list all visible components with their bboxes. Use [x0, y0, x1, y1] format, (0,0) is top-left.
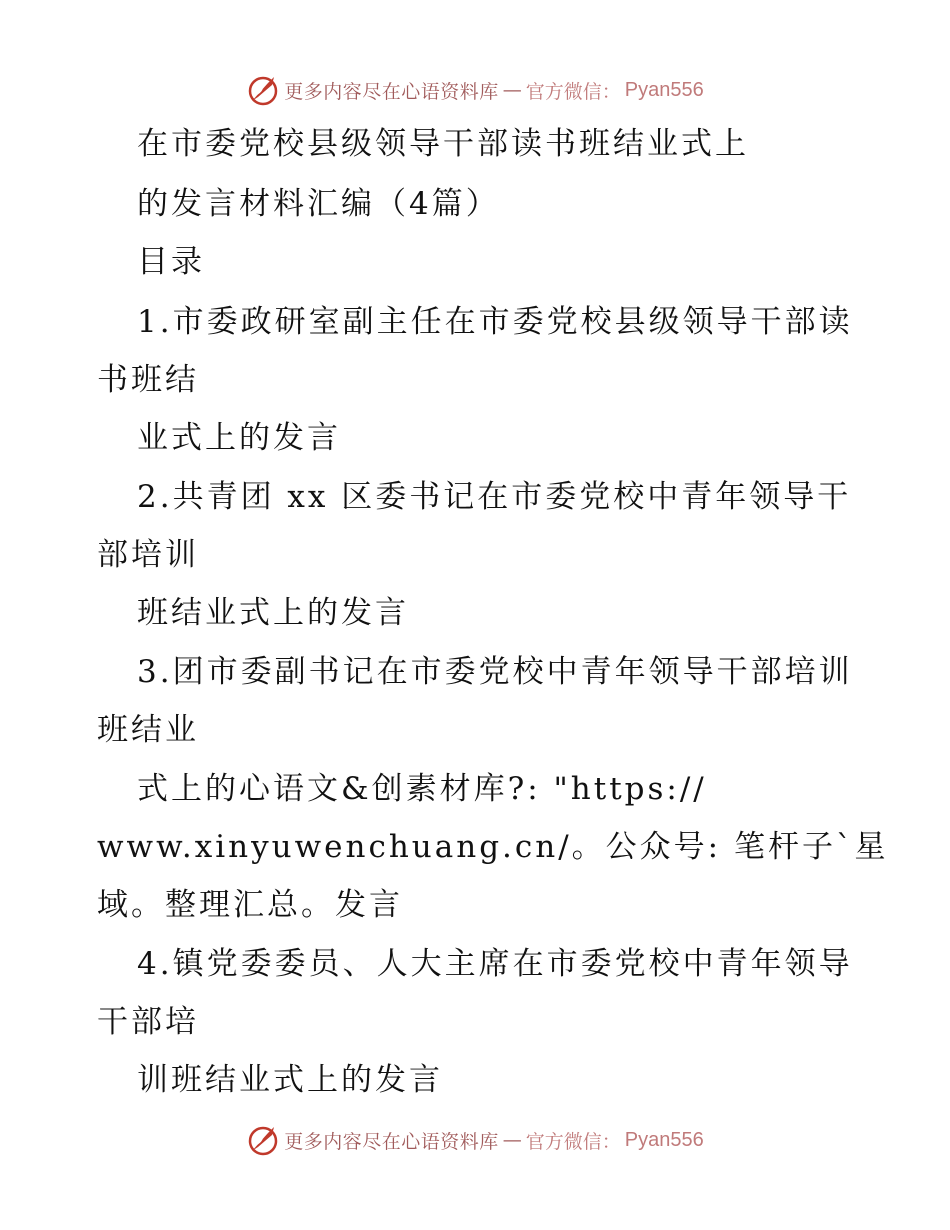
toc-item-3-line-1: 3.团市委副书记在市委党校中青年领导干部培训 — [137, 654, 853, 690]
toc-item-3-line-4: www.xinyuwenchuang.cn/。公众号: 笔杆子`星 — [97, 829, 889, 865]
toc-item-2-line-1: 2.共青团 xx 区委书记在市委党校中青年领导干 — [137, 479, 852, 515]
toc-heading: 目录 — [137, 244, 205, 280]
document-title-line-2: 的发言材料汇编（4篇） — [137, 186, 500, 222]
header-watermark-banner — [0, 70, 950, 110]
banner-separator: — — [502, 1129, 522, 1151]
footer-watermark-banner — [0, 1120, 950, 1160]
banner-text: 更多内容尽在心语资料库 — [284, 1130, 499, 1153]
toc-item-3-line-5: 域。整理汇总。发言 — [97, 887, 403, 923]
toc-item-2-line-2: 部培训 — [97, 537, 199, 573]
toc-item-1-line-3: 业式上的发言 — [137, 420, 341, 456]
wechat-id: Pyan556 — [624, 1128, 704, 1151]
toc-item-4-line-1: 4.镇党委委员、人大主席在市委党校中青年领导 — [137, 946, 853, 982]
toc-item-3-line-3: 式上的心语文&创素材库?: "https:// — [137, 771, 707, 807]
document-title-line-1: 在市委党校县级领导干部读书班结业式上 — [137, 126, 749, 162]
toc-item-4-line-3: 训班结业式上的发言 — [137, 1062, 443, 1098]
wechat-label: 官方微信： — [525, 80, 621, 103]
toc-item-3-line-2: 班结业 — [97, 712, 199, 748]
wechat-label: 官方微信： — [525, 1130, 621, 1153]
banner-separator: — — [502, 79, 522, 101]
banner-text: 更多内容尽在心语资料库 — [284, 80, 499, 103]
quill-logo-icon — [246, 73, 280, 107]
toc-item-1-line-2: 书班结 — [97, 362, 199, 398]
wechat-id: Pyan556 — [624, 78, 704, 101]
quill-logo-icon — [246, 1123, 280, 1157]
toc-item-4-line-2: 干部培 — [97, 1004, 199, 1040]
toc-item-1-line-1: 1.市委政研室副主任在市委党校县级领导干部读 — [137, 304, 853, 340]
toc-item-2-line-3: 班结业式上的发言 — [137, 595, 409, 631]
